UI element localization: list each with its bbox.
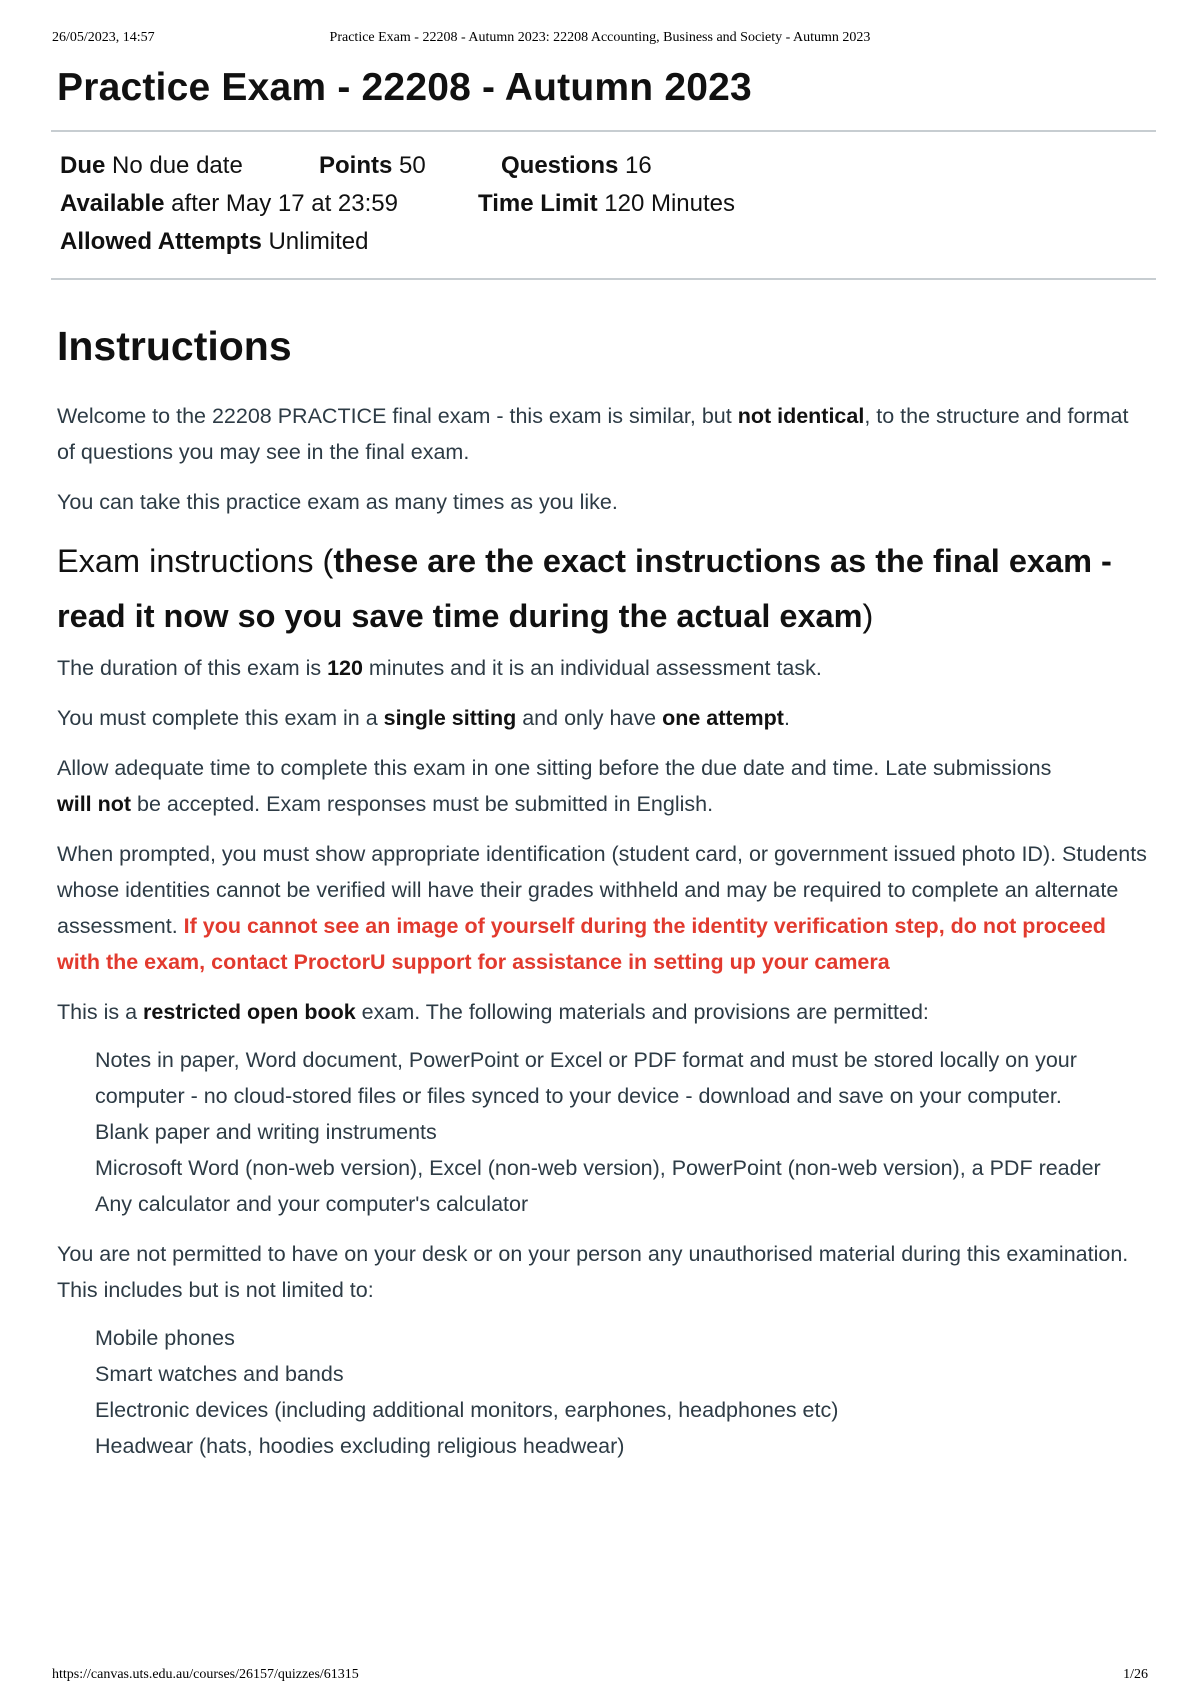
exam-heading-emphasis: these are the exact instructions as the final exam - read it now so you save time during the actual exam xyxy=(57,543,1112,634)
welcome-text-end: , to the structure and format of questions you may see in the final exam. xyxy=(57,404,1129,464)
instructions-heading: Instructions xyxy=(57,323,292,369)
available-detail xyxy=(60,190,398,218)
restricted-text: This is a xyxy=(57,1000,144,1024)
duration-text: The duration of this exam is xyxy=(57,656,328,680)
duration-value: 120 xyxy=(327,656,363,680)
allow-emphasis: will not xyxy=(57,792,132,816)
exam-instructions-heading xyxy=(57,534,1150,644)
time-limit-label: Time Limit xyxy=(478,190,598,217)
quiz-title: Practice Exam - 22208 - Autumn 2023 xyxy=(57,66,752,109)
points-label: Points xyxy=(319,152,393,179)
list-item: Headwear (hats, hoodies excluding religious headwear) xyxy=(95,1434,625,1458)
points-detail xyxy=(319,152,426,180)
sitting-text-mid: and only have xyxy=(516,706,663,730)
print-url: https://canvas.uts.edu.au/courses/26157/quizzes/61315 xyxy=(52,1667,359,1682)
time-limit-value: 120 Minutes xyxy=(604,190,735,217)
sitting-text-end: . xyxy=(783,706,790,730)
attempts-label: Allowed Attempts xyxy=(60,228,262,255)
duration-paragraph xyxy=(57,650,1150,686)
time-limit-detail xyxy=(478,190,735,218)
due-value: No due date xyxy=(112,152,243,179)
sitting-emphasis: single sitting xyxy=(383,706,517,730)
list-item: Smart watches and bands xyxy=(95,1362,344,1386)
sitting-text: You must complete this exam in a xyxy=(57,706,384,730)
allow-text: Allow adequate time to complete this exam in one sitting before the due date and time. Late submissions xyxy=(57,756,1052,780)
duration-text-end: minutes and it is an individual assessment task. xyxy=(362,656,822,680)
questions-detail xyxy=(501,152,652,180)
divider xyxy=(51,278,1156,280)
due-label: Due xyxy=(60,152,106,179)
quiz-details xyxy=(57,132,1150,278)
quiz-content xyxy=(57,62,1150,1464)
restricted-paragraph xyxy=(57,994,1150,1030)
print-header xyxy=(52,30,1148,50)
due-detail xyxy=(60,152,243,180)
practice-note: You can take this practice exam as many times as you like. xyxy=(57,490,618,514)
restricted-emphasis: restricted open book xyxy=(143,1000,356,1024)
list-item: Mobile phones xyxy=(95,1326,235,1350)
attempts-detail xyxy=(60,228,369,256)
permitted-list xyxy=(95,1042,1150,1222)
available-value: after May 17 at 23:59 xyxy=(171,190,398,217)
identification-text: When prompted, you must show appropriate identification (student card, or government issued photo ID). Students whose identities cannot be verified will have their grades withheld and may be required to complete an alternate assessment. xyxy=(57,842,1147,938)
identification-warning: If you cannot see an image of yourself during the identity verification step, do not proceed with the exam, contact ProctorU support for assistance in setting up your camera xyxy=(57,914,1106,974)
attempts-value: Unlimited xyxy=(268,228,369,255)
restricted-text-end: exam. The following materials and provisions are permitted: xyxy=(355,1000,929,1024)
not-permitted-list xyxy=(95,1320,1150,1464)
list-item: Electronic devices (including additional monitors, earphones, headphones etc) xyxy=(95,1398,839,1422)
list-item: Microsoft Word (non-web version), Excel (non-web version), PowerPoint (non-web version), a PDF reader xyxy=(95,1156,1101,1180)
questions-label: Questions xyxy=(501,152,619,179)
print-page-title: Practice Exam - 22208 - Autumn 2023: 22208 Accounting, Business and Society - Autumn 2023 xyxy=(329,30,871,45)
exam-heading-text: Exam instructions ( xyxy=(57,543,334,579)
available-label: Available xyxy=(60,190,165,217)
identification-paragraph xyxy=(57,836,1150,980)
list-item: Any calculator and your computer's calculator xyxy=(95,1192,529,1216)
print-footer xyxy=(52,1667,1148,1687)
print-page-number: 1/26 xyxy=(1123,1667,1148,1682)
welcome-emphasis: not identical xyxy=(737,404,865,428)
welcome-text: Welcome to the 22208 PRACTICE final exam - this exam is similar, but xyxy=(57,404,738,428)
questions-value: 16 xyxy=(625,152,652,179)
instructions-body xyxy=(57,398,1150,1464)
attempt-emphasis: one attempt xyxy=(662,706,784,730)
points-value: 50 xyxy=(399,152,426,179)
allow-paragraph xyxy=(57,750,1057,822)
exam-heading-close: ) xyxy=(862,598,874,634)
print-datetime: 26/05/2023, 14:57 xyxy=(52,30,155,45)
list-item: Blank paper and writing instruments xyxy=(95,1120,437,1144)
list-item: Notes in paper, Word document, PowerPoint or Excel or PDF format and must be stored locally on your computer - no cloud-stored files or files synced to your device - download and save on your computer. xyxy=(95,1048,1077,1108)
not-permitted-intro: You are not permitted to have on your desk or on your person any unauthorised material during this examination. This includes but is not limited to: xyxy=(57,1242,1129,1302)
allow-text-end: be accepted. Exam responses must be submitted in English. xyxy=(131,792,714,816)
welcome-paragraph xyxy=(57,398,1150,470)
sitting-paragraph xyxy=(57,700,1150,736)
